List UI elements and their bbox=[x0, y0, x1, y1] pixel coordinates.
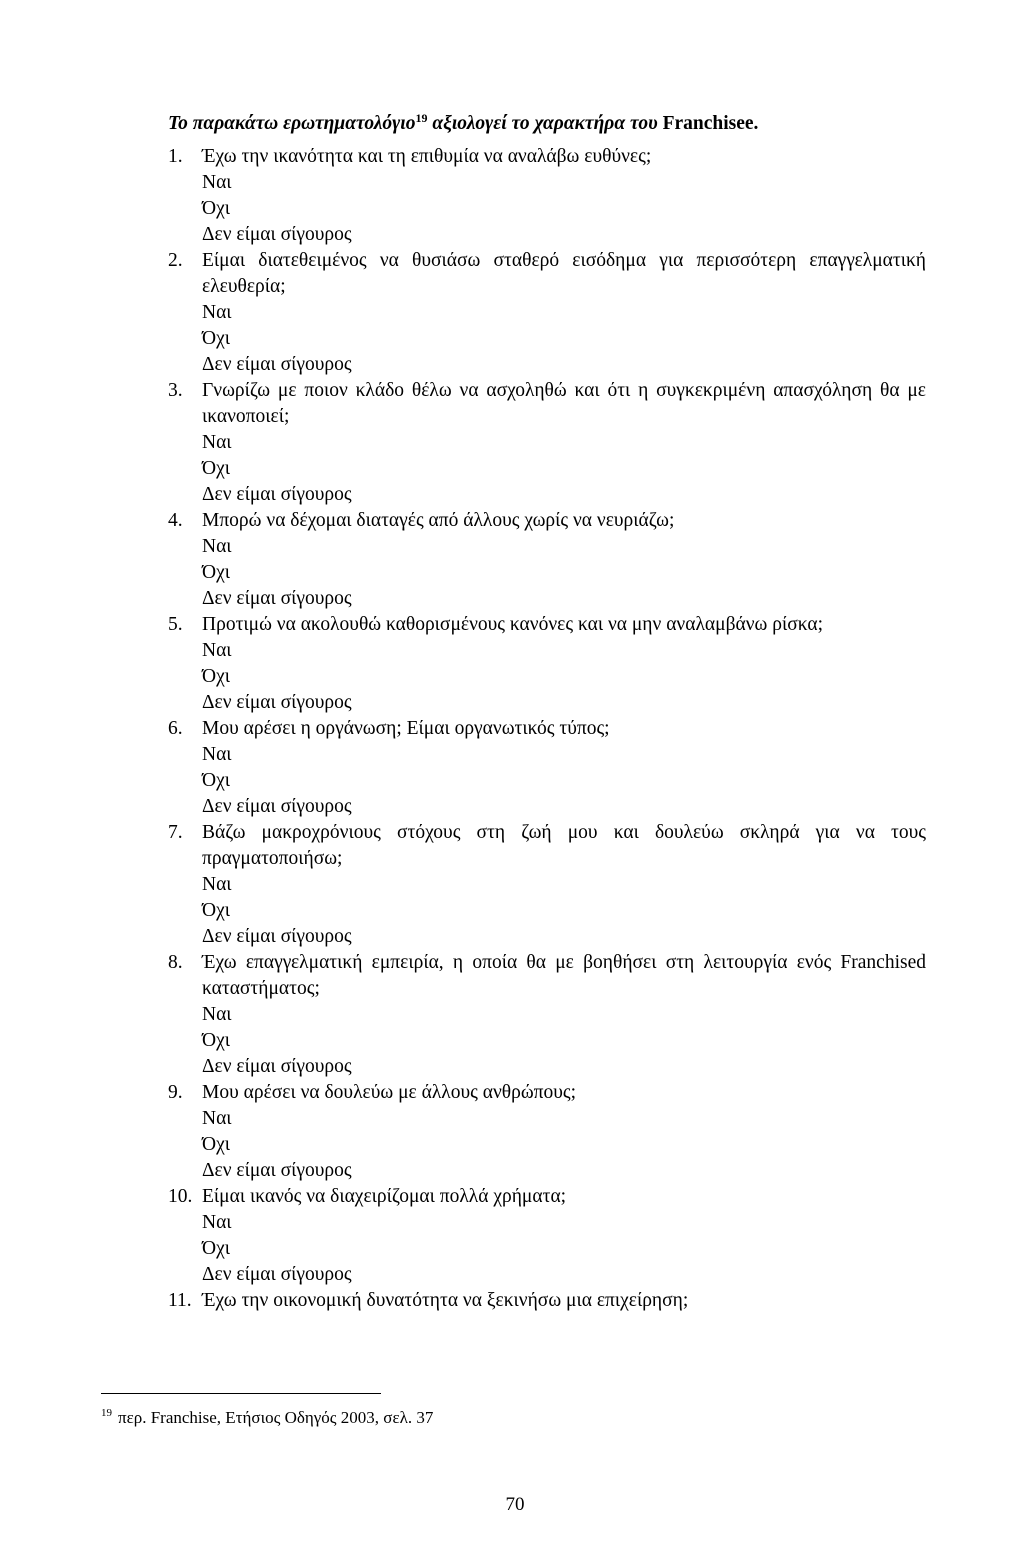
answer-option: Όχι bbox=[202, 328, 230, 349]
answer-option: Δεν είμαι σίγουρος bbox=[202, 484, 352, 505]
answer-option: Όχι bbox=[202, 770, 230, 791]
question-line bbox=[168, 248, 926, 300]
answer-option: Δεν είμαι σίγουρος bbox=[202, 224, 352, 245]
answer-option: Ναι bbox=[202, 1108, 232, 1129]
heading-brand: Franchisee. bbox=[662, 113, 759, 134]
question-line bbox=[168, 378, 926, 430]
questionnaire-heading bbox=[168, 113, 968, 135]
answer-option: Δεν είμαι σίγουρος bbox=[202, 1056, 352, 1077]
question-text: Είμαι ικανός να διαχειρίζομαι πολλά χρήματα; bbox=[202, 1186, 567, 1207]
question-text: Είμαι διατεθειμένος να θυσιάσω σταθερό εισόδημα για περισσότερη επαγγελματική ελευθερία; bbox=[202, 250, 926, 297]
answer-option: Όχι bbox=[202, 1030, 230, 1051]
answer-options bbox=[168, 1210, 926, 1288]
question-number: 8. bbox=[168, 952, 183, 973]
question-line bbox=[168, 1184, 926, 1210]
answer-options bbox=[168, 430, 926, 508]
answer-options bbox=[168, 300, 926, 378]
question-number: 6. bbox=[168, 718, 183, 739]
question-line bbox=[168, 1288, 926, 1314]
answer-option: Όχι bbox=[202, 198, 230, 219]
answer-options bbox=[168, 170, 926, 248]
question-text: Γνωρίζω με ποιον κλάδο θέλω να ασχοληθώ και ότι η συγκεκριμένη απασχόληση θα με ικανοποιεί; bbox=[202, 380, 926, 427]
answer-option: Δεν είμαι σίγουρος bbox=[202, 926, 352, 947]
question-line bbox=[168, 144, 926, 170]
question-text: Βάζω μακροχρόνιους στόχους στη ζωή μου και δουλεύω σκληρά για να τους πραγματοποιήσω; bbox=[202, 822, 926, 869]
answer-option: Ναι bbox=[202, 1004, 232, 1025]
question-number: 9. bbox=[168, 1082, 183, 1103]
answer-option: Ναι bbox=[202, 172, 232, 193]
question-item bbox=[168, 716, 926, 820]
answer-option: Όχι bbox=[202, 562, 230, 583]
answer-options bbox=[168, 1106, 926, 1184]
heading-rest: αξιολογεί το χαρακτήρα του bbox=[427, 113, 663, 134]
question-item bbox=[168, 1288, 926, 1314]
question-item bbox=[168, 248, 926, 378]
footnote bbox=[101, 1408, 433, 1428]
answer-option: Δεν είμαι σίγουρος bbox=[202, 796, 352, 817]
question-number: 1. bbox=[168, 146, 183, 167]
answer-options bbox=[168, 872, 926, 950]
answer-option: Όχι bbox=[202, 900, 230, 921]
question-number: 5. bbox=[168, 614, 183, 635]
answer-option: Όχι bbox=[202, 1238, 230, 1259]
answer-option: Δεν είμαι σίγουρος bbox=[202, 1264, 352, 1285]
answer-options bbox=[168, 534, 926, 612]
answer-options bbox=[168, 1002, 926, 1080]
question-list bbox=[168, 144, 926, 1314]
question-line bbox=[168, 950, 926, 1002]
answer-option: Δεν είμαι σίγουρος bbox=[202, 1160, 352, 1181]
question-text: Έχω την οικονομική δυνατότητα να ξεκινήσω μια επιχείρηση; bbox=[202, 1290, 689, 1311]
question-line bbox=[168, 1080, 926, 1106]
answer-option: Όχι bbox=[202, 1134, 230, 1155]
question-number: 11. bbox=[168, 1290, 192, 1311]
answer-option: Ναι bbox=[202, 640, 232, 661]
question-line bbox=[168, 508, 926, 534]
answer-option: Ναι bbox=[202, 432, 232, 453]
question-number: 3. bbox=[168, 380, 183, 401]
footnote-text: περ. Franchise, Ετήσιος Οδηγός 2003, σελ. 37 bbox=[118, 1408, 434, 1427]
question-text: Προτιμώ να ακολουθώ καθορισμένους κανόνες και να μην αναλαμβάνω ρίσκα; bbox=[202, 614, 824, 635]
answer-option: Ναι bbox=[202, 536, 232, 557]
question-line bbox=[168, 716, 926, 742]
question-item bbox=[168, 508, 926, 612]
answer-option: Δεν είμαι σίγουρος bbox=[202, 354, 352, 375]
question-item bbox=[168, 1184, 926, 1288]
footnote-marker: 19 bbox=[101, 1407, 112, 1419]
answer-option: Δεν είμαι σίγουρος bbox=[202, 692, 352, 713]
question-text: Έχω επαγγελματική εμπειρία, η οποία θα με βοηθήσει στη λειτουργία ενός Franchised καταστήματος; bbox=[202, 952, 926, 999]
question-number: 10. bbox=[168, 1186, 193, 1207]
question-item bbox=[168, 820, 926, 950]
answer-options bbox=[168, 742, 926, 820]
answer-option: Δεν είμαι σίγουρος bbox=[202, 588, 352, 609]
answer-option: Όχι bbox=[202, 458, 230, 479]
page-number: 70 bbox=[505, 1494, 525, 1515]
question-line bbox=[168, 612, 926, 638]
question-item bbox=[168, 144, 926, 248]
question-item bbox=[168, 1080, 926, 1184]
question-item bbox=[168, 950, 926, 1080]
answer-options bbox=[168, 638, 926, 716]
question-text: Μπορώ να δέχομαι διαταγές από άλλους χωρίς να νευριάζω; bbox=[202, 510, 675, 531]
question-text: Μου αρέσει να δουλεύω με άλλους ανθρώπους; bbox=[202, 1082, 577, 1103]
question-number: 2. bbox=[168, 250, 183, 271]
question-number: 7. bbox=[168, 822, 183, 843]
question-text: Έχω την ικανότητα και τη επιθυμία να αναλάβω ευθύνες; bbox=[202, 146, 652, 167]
question-text: Μου αρέσει η οργάνωση; Είμαι οργανωτικός τύπος; bbox=[202, 718, 610, 739]
answer-option: Ναι bbox=[202, 1212, 232, 1233]
question-number: 4. bbox=[168, 510, 183, 531]
answer-option: Ναι bbox=[202, 302, 232, 323]
footnote-divider bbox=[101, 1393, 381, 1394]
question-item bbox=[168, 378, 926, 508]
question-line bbox=[168, 820, 926, 872]
question-item bbox=[168, 612, 926, 716]
answer-option: Ναι bbox=[202, 744, 232, 765]
answer-option: Ναι bbox=[202, 874, 232, 895]
answer-option: Όχι bbox=[202, 666, 230, 687]
heading-footnote-ref: 19 bbox=[415, 111, 428, 125]
heading-lead: Το παρακάτω ερωτηματολόγιο bbox=[168, 113, 416, 134]
